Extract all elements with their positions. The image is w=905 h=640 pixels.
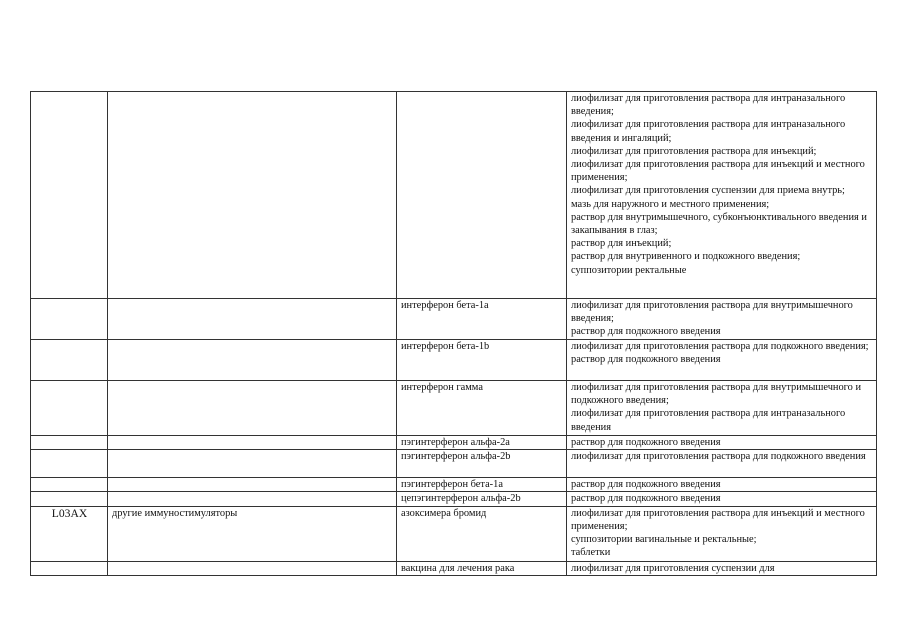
atc-group-cell [108,299,397,340]
dosage-form-item: лиофилизат для приготовления раствора для интраназального введения и ингаляций; [571,119,846,144]
dosage-form-item: суппозитории ректальные [571,264,687,276]
dosage-form-item: раствор для внутривенного и подкожного введения; [571,251,801,263]
drug-name-cell: пэгинтерферон альфа-2a [397,436,567,450]
drug-name-cell [397,92,567,299]
dosage-form-item: лиофилизат для приготовления раствора для внутримышечного и подкожного введения; [571,382,862,407]
dosage-form-item: раствор для подкожного введения [571,354,721,366]
drug-name-cell: вакцина для лечения рака [397,561,567,575]
table-row [31,478,877,492]
atc-group-cell [108,92,397,299]
dosage-forms-cell [567,299,877,340]
atc-code-cell [31,561,108,575]
drug-name-cell: интерферон бета-1a [397,299,567,340]
table-row [31,492,877,506]
drug-name-cell: цепэгинтерферон альфа-2b [397,492,567,506]
atc-code-cell [31,478,108,492]
dosage-form-item: лиофилизат для приготовления раствора для инъекций и местного применения; [571,507,865,532]
atc-code-cell [31,340,108,381]
atc-code-cell [31,436,108,450]
table-row [31,506,877,561]
dosage-form-item: раствор для подкожного введения [571,437,721,448]
dosage-form-item: лиофилизат для приготовления раствора для подкожного введения [571,451,866,463]
dosage-forms-cell [567,478,877,492]
dosage-forms-cell [567,492,877,506]
dosage-forms-cell [567,381,877,436]
atc-code-cell [31,299,108,340]
dosage-form-item: раствор для подкожного введения [571,326,721,338]
atc-code-cell [31,381,108,436]
drug-name-cell: пэгинтерферон альфа-2b [397,450,567,478]
dosage-form-item: суппозитории вагинальные и ректальные; [571,534,757,546]
atc-code-cell [31,492,108,506]
atc-group-cell [108,478,397,492]
dosage-form-item: лиофилизат для приготовления раствора для внутримышечного введения; [571,300,853,325]
dosage-forms-cell [567,450,877,478]
dosage-form-item: лиофилизат для приготовления суспензии для приема внутрь; [571,185,845,197]
drug-name-cell: интерферон гамма [397,381,567,436]
dosage-form-item: лиофилизат для приготовления раствора для подкожного введения; [571,341,869,352]
table-row [31,561,877,575]
atc-group-cell [108,340,397,381]
dosage-form-item: раствор для инъекций; [571,238,672,250]
dosage-forms-cell [567,436,877,450]
atc-group-cell [108,436,397,450]
dosage-form-item: лиофилизат для приготовления раствора для инъекций; [571,145,817,157]
drug-name-cell: азоксимера бромид [397,506,567,561]
atc-code-cell: L03AX [31,506,108,561]
dosage-form-item: раствор для подкожного введения [571,479,721,491]
table-row [31,450,877,478]
atc-group-cell: другие иммуностимуляторы [108,506,397,561]
dosage-forms-cell [567,340,877,381]
dosage-forms-cell [567,92,877,299]
atc-code-cell [31,92,108,299]
table-row [31,381,877,436]
drug-table [30,91,877,576]
atc-code-cell [31,450,108,478]
dosage-form-item: лиофилизат для приготовления суспензии для [571,562,775,574]
dosage-forms-cell [567,561,877,575]
atc-group-cell [108,561,397,575]
drug-name-cell: пэгинтерферон бета-1a [397,478,567,492]
table-row [31,340,877,381]
atc-group-cell [108,381,397,436]
dosage-form-item: лиофилизат для приготовления раствора для интраназального введения; [571,93,846,118]
dosage-form-item: мазь для наружного и местного применения; [571,198,770,210]
table-row [31,436,877,450]
atc-group-cell [108,492,397,506]
table-row [31,299,877,340]
drug-name-cell: интерферон бета-1b [397,340,567,381]
atc-group-cell [108,450,397,478]
dosage-form-item: раствор для внутримышечного, субконъюнктивального введения и закапывания в глаз; [571,211,867,237]
dosage-forms-cell [567,506,877,561]
table-row [31,92,877,299]
dosage-form-item: таблетки [571,547,611,559]
drug-table-body [31,92,877,576]
dosage-form-item: лиофилизат для приготовления раствора для интраназального введения [571,408,846,433]
dosage-form-item: лиофилизат для приготовления раствора для инъекций и местного применения; [571,159,865,184]
dosage-form-item: раствор для подкожного введения [571,493,721,505]
